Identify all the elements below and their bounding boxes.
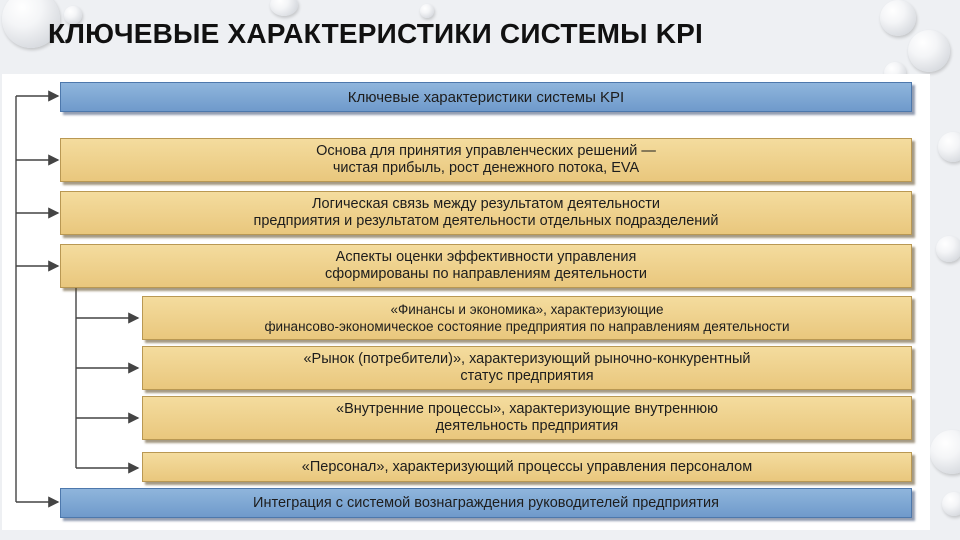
kpi-diagram bbox=[2, 74, 930, 530]
main-item-box bbox=[60, 138, 912, 182]
sub-item-line: статус предприятия bbox=[460, 368, 594, 384]
header-box bbox=[60, 82, 912, 112]
sub-item-line: «Внутренние процессы», характеризующие внутреннюю bbox=[336, 401, 718, 417]
sub-item-line: финансово-экономическое состояние предприятия по направлениям деятельности bbox=[264, 319, 790, 334]
main-item-line: Основа для принятия управленческих решений — bbox=[316, 143, 656, 159]
sub-item-line: «Финансы и экономика», характеризующие bbox=[390, 302, 664, 317]
sub-item-line: деятельность предприятия bbox=[435, 418, 619, 434]
footer-box-label: Интеграция с системой вознаграждения руководителей предприятия bbox=[253, 494, 719, 511]
decorative-droplet bbox=[938, 132, 960, 162]
decorative-droplet bbox=[942, 492, 960, 516]
decorative-droplet bbox=[936, 236, 960, 262]
decorative-droplet bbox=[930, 430, 960, 474]
sub-item-line: «Персонал», характеризующий процессы управления персоналом bbox=[301, 458, 753, 475]
decorative-droplet bbox=[908, 30, 950, 72]
main-item-box bbox=[60, 191, 912, 235]
main-item-line: Логическая связь между результатом деятельности bbox=[311, 196, 660, 212]
sub-item-box bbox=[142, 296, 912, 340]
main-item-line: сформированы по направлениям деятельности bbox=[325, 266, 647, 282]
sub-item-box bbox=[142, 396, 912, 440]
main-item-line: чистая прибыль, рост денежного потока, EVA bbox=[332, 160, 640, 176]
decorative-droplet bbox=[270, 0, 298, 16]
footer-box bbox=[60, 488, 912, 518]
slide-title: КЛЮЧЕВЫЕ ХАРАКТЕРИСТИКИ СИСТЕМЫ KPI bbox=[48, 18, 703, 49]
main-item-box bbox=[60, 244, 912, 288]
header-box-label: Ключевые характеристики системы KPI bbox=[347, 88, 625, 106]
sub-item-box bbox=[142, 452, 912, 482]
sub-item-box bbox=[142, 346, 912, 390]
decorative-droplet bbox=[880, 0, 916, 36]
main-item-line: предприятия и результатом деятельности отдельных подразделений bbox=[253, 213, 719, 229]
decorative-droplet bbox=[420, 4, 434, 18]
main-item-line: Аспекты оценки эффективности управления bbox=[335, 249, 637, 265]
sub-item-line: «Рынок (потребители)», характеризующий рыночно-конкурентный bbox=[303, 351, 751, 367]
